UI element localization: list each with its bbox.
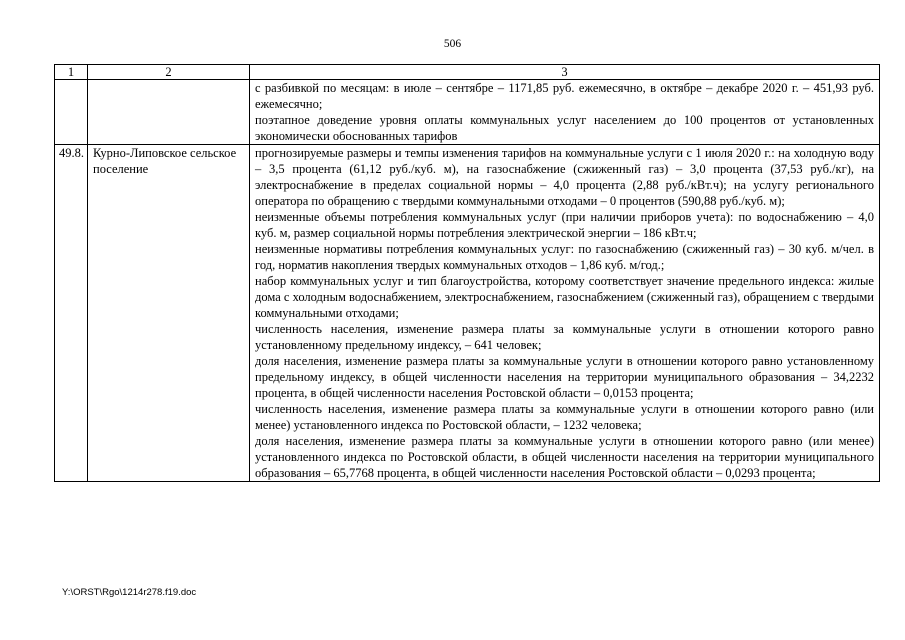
tariff-table bbox=[54, 64, 880, 482]
paragraph: численность населения, изменение размера платы за коммунальные услуги в отношении которого равно (или менее) установленного индекса по Ростовской области, – 1232 человека; bbox=[255, 402, 874, 432]
paragraph: набор коммунальных услуг и тип благоустройства, которому соответствует значение предельного индекса: жилые дома с холодным водоснабжением, электроснабжением, газоснабжением (сжиженный газ), обращением с твердыми коммунальными отходами; bbox=[255, 274, 874, 320]
page-number: 506 bbox=[443, 38, 462, 50]
paragraph: доля населения, изменение размера платы за коммунальные услуги в отношении которого равно установленному предельному индексу, в общей численности населения на территории муниципального образования – 34,2232 процента, в общей численности населения Ростовской области – 0,0153 процента; bbox=[255, 354, 874, 400]
municipality-name: Курно-Липовское сельское поселение bbox=[88, 145, 250, 482]
table-row bbox=[55, 80, 880, 145]
table-row bbox=[55, 145, 880, 482]
row-number bbox=[55, 80, 88, 145]
header-col-3: 3 bbox=[250, 65, 880, 80]
paragraph: численность населения, изменение размера платы за коммунальные услуги в отношении которого равно установленному предельному индексу, – 641 человек; bbox=[255, 322, 874, 352]
table-header-row bbox=[55, 65, 880, 80]
paragraph: прогнозируемые размеры и темпы изменения тарифов на коммунальные услуги с 1 июля 2020 г.: на холодную воду – 3,5 процента (61,12 руб./куб. м), на газоснабжение (сжиженный газ) – 3,0 процента (37,53 руб./кг), на электроснабжение в пределах социальной нормы – 4,0 процента (2,88 руб./кВт.ч); на услугу регионального оператора по обращению с твердыми коммунальными отходами – 0 процентов (590,88 руб./куб. м); bbox=[255, 146, 874, 208]
paragraph: неизменные нормативы потребления коммунальных услуг: по газоснабжению (сжиженный газ) – 30 куб. м/чел. в год, норматив накопления твердых коммунальных отходов – 1,86 куб. м/год.; bbox=[255, 242, 874, 272]
paragraph: доля населения, изменение размера платы за коммунальные услуги в отношении которого равно (или менее) установленного индекса по Ростовской области, в общей численности населения на территории муниципального образования – 65,7768 процента, в общей численности населения Ростовской области – 0,0293 процента; bbox=[255, 434, 874, 480]
header-col-2: 2 bbox=[88, 65, 250, 80]
paragraph: поэтапное доведение уровня оплаты коммунальных услуг населением до 100 процентов от установленных экономически обоснованных тарифов bbox=[255, 113, 874, 143]
municipality-name bbox=[88, 80, 250, 145]
row-content bbox=[250, 80, 880, 145]
header-col-1: 1 bbox=[55, 65, 88, 80]
file-path-footer: Y:\ORST\Rgo\1214r278.f19.doc bbox=[62, 587, 197, 598]
row-number: 49.8. bbox=[55, 145, 88, 482]
paragraph: с разбивкой по месяцам: в июле – сентябре – 1171,85 руб. ежемесячно, в октябре – декабре 2020 г. – 451,93 руб. ежемесячно; bbox=[255, 81, 874, 111]
row-content bbox=[250, 145, 880, 482]
paragraph: неизменные объемы потребления коммунальных услуг (при наличии приборов учета): по водоснабжению – 4,0 куб. м, размер социальной нормы потребления электрической энергии – 186 кВт.ч; bbox=[255, 210, 874, 240]
